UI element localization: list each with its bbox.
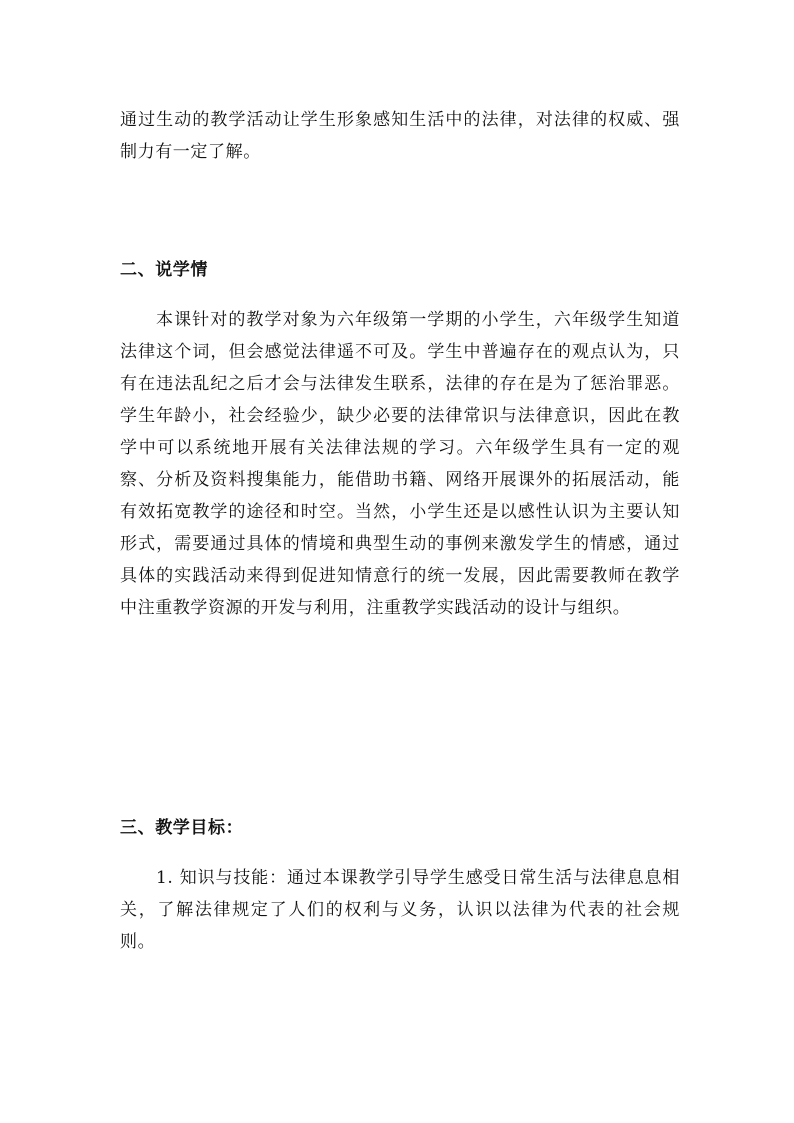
section-heading-teaching-goals: 三、教学目标： — [120, 818, 244, 838]
intro-paragraph: 通过生动的教学活动让学生形象感知生活中的法律，对法律的权威、强制力有一定了解。 — [120, 110, 680, 162]
teaching-goal-item-1: 1. 知识与技能：通过本课教学引导学生感受日常生活与法律息息相关，了解法律规定了人们的权利与义务，认识以法律为代表的社会规则。 — [120, 868, 680, 952]
section-heading-learner-analysis: 二、说学情 — [120, 260, 208, 280]
learner-analysis-paragraph: 本课针对的教学对象为六年级第一学期的小学生，六年级学生知道法律这个词，但会感觉法律遥不可及。学生中普遍存在的观点认为，只有在违法乱纪之后才会与法律发生联系，法律的存在是为了惩治罪恶。学生年龄小，社会经验少，缺少必要的法律常识与法律意识，因此在教学中可以系统地开展有关法律法规的学习。六年级学生具有一定的观察、分析及资料搜集能力，能借助书籍、网络开展课外的拓展活动，能有效拓宽教学的途径和时空。当然，小学生还是以感性认识为主要认知形式，需要通过具体的情境和典型生动的事例来激发学生的情感，通过具体的实践活动来得到促进知情意行的统一发展，因此需要教师在教学中注重教学资源的开发与利用，注重教学实践活动的设计与组织。 — [120, 310, 680, 618]
